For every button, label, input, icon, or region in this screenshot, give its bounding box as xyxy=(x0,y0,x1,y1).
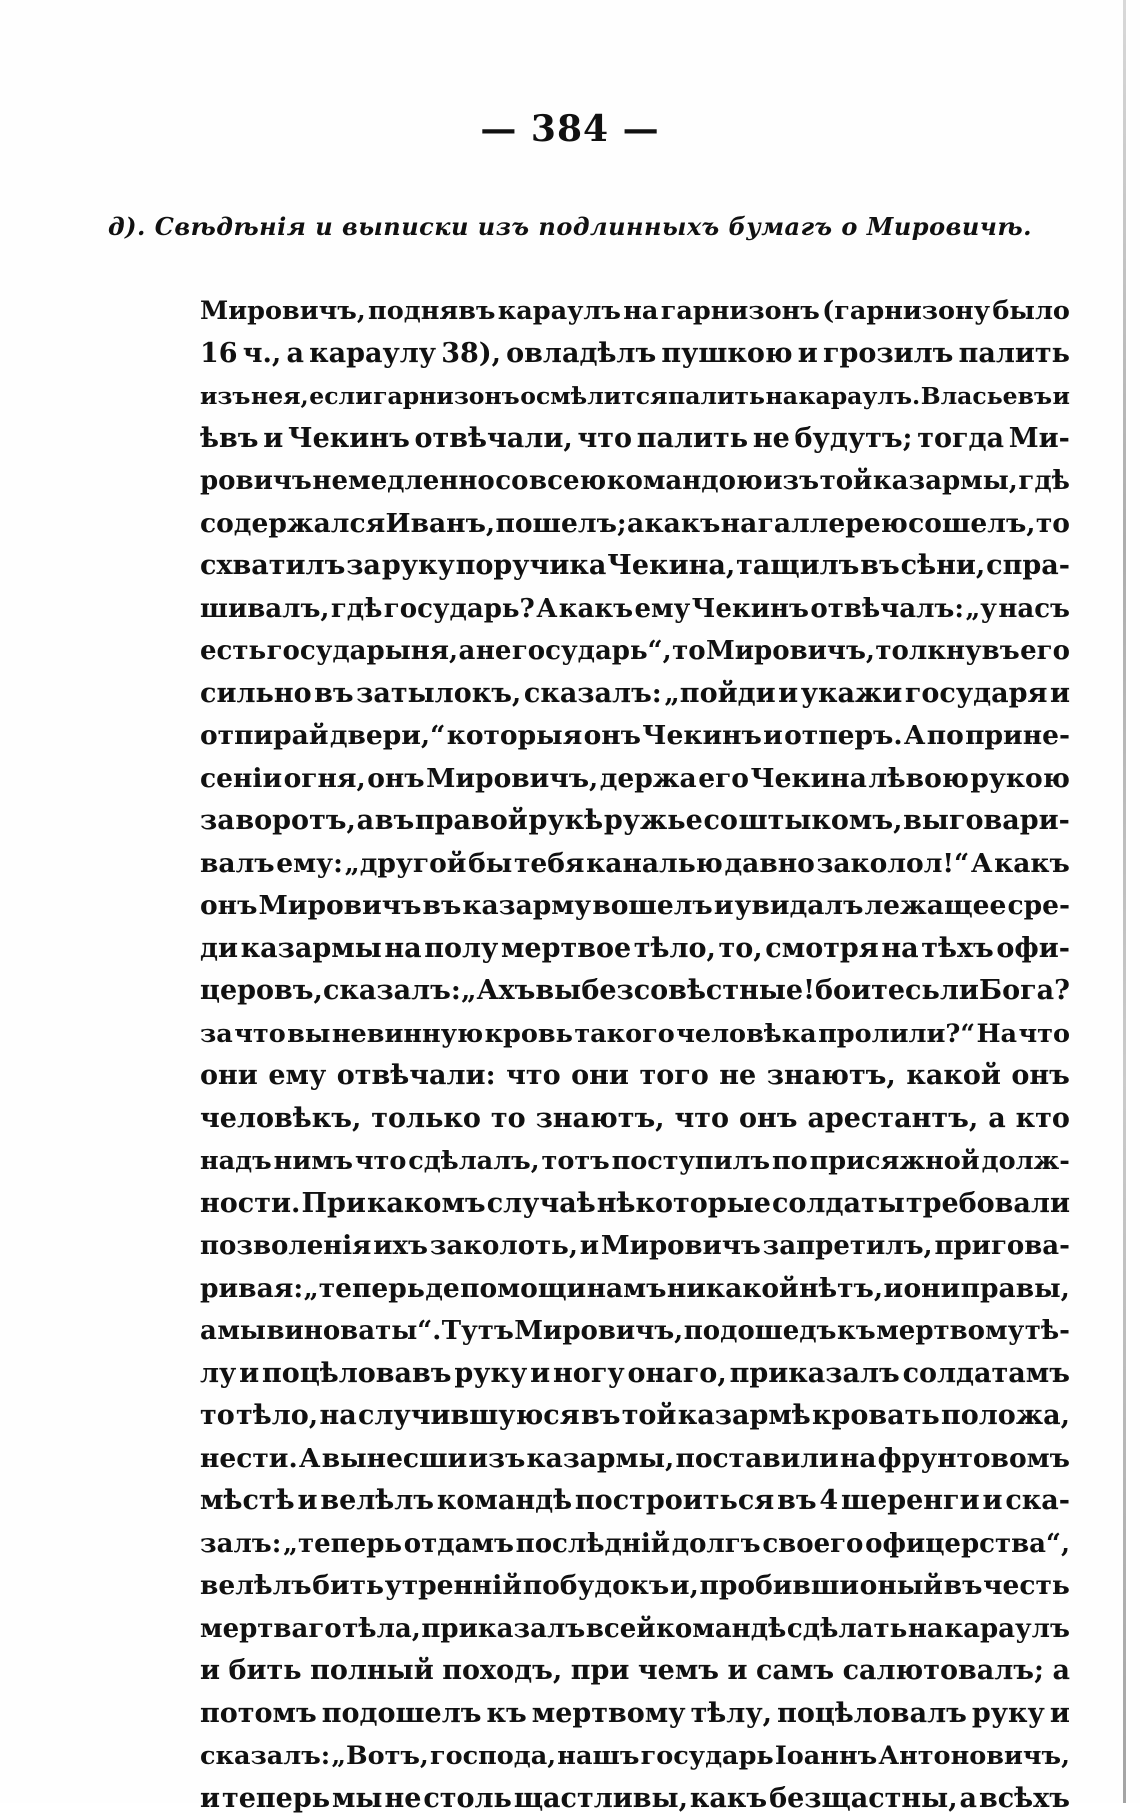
text-line: то тѣло, на случившуюся въ той казармѣ кровать положа, xyxy=(200,1395,1070,1438)
text-line: они ему отвѣчали: что они того не знаютъ, какой онъ xyxy=(200,1055,1070,1098)
text-line: валъ ему: „другой бы тебя каналью давно заколол!“ А какъ xyxy=(200,843,1070,886)
text-line: ди казармы на полу мертвое тѣло, то, смотря на тѣхъ офи- xyxy=(200,928,1070,971)
text-line: изъ нея, если гарнизонъ осмѣлится палить на караулъ. Власьевъ и xyxy=(200,375,1070,418)
text-line: нести. А вынесши изъ казармы, поставили на фрунтовомъ xyxy=(200,1438,1070,1481)
text-line: мертваго тѣла, приказалъ всей командѣ сдѣлать на караулъ xyxy=(200,1608,1070,1651)
text-line: отпирай двери,“ которыя онъ Чекинъ и отперъ. А по прине- xyxy=(200,715,1070,758)
text-line: шивалъ, гдѣ государь? А какъ ему Чекинъ отвѣчалъ: „у насъ xyxy=(200,588,1070,631)
text-line: сеніи огня, онъ Мировичъ, держа его Чекина лѣвою рукою xyxy=(200,758,1070,801)
text-line: залъ: „теперь отдамъ послѣдній долгъ своего офицерства“, xyxy=(200,1523,1070,1566)
text-line: и теперь мы не столь щастливы, какъ безщастны, а всѣхъ xyxy=(200,1778,1070,1820)
text-line: и бить полный походъ, при чемъ и самъ салютовалъ; а xyxy=(200,1650,1070,1693)
text-line: церовъ, сказалъ: „Ахъ вы безсовѣстные! боитесь ли Бога? xyxy=(200,970,1070,1013)
text-line: за воротъ, а въ правой рукѣ ружье со штыкомъ, выговари- xyxy=(200,800,1070,843)
text-line: 16 ч., а караулу 38), овладѣлъ пушкою и грозилъ палить xyxy=(200,333,1070,376)
text-line: велѣлъ бить утренній побудокъ и, пробивши оный въ честь xyxy=(200,1565,1070,1608)
text-line: лу и поцѣловавъ руку и ногу онаго, приказалъ солдатамъ xyxy=(200,1353,1070,1396)
text-line: онъ Мировичъ въ казарму вошелъ и увидалъ лежащее сре- xyxy=(200,885,1070,928)
text-line: сильно въ затылокъ, сказалъ: „пойди и укажи государя и xyxy=(200,673,1070,716)
text-line: потомъ подошелъ къ мертвому тѣлу, поцѣловалъ руку и xyxy=(200,1693,1070,1736)
text-line: мѣстѣ и велѣлъ командѣ построиться въ 4 шеренги и ска- xyxy=(200,1480,1070,1523)
text-line: схватилъ за руку поручика Чекина, тащилъ въ сѣни, спра- xyxy=(200,545,1070,588)
text-line: ровичъ немедленно со всею командою изъ той казармы, гдѣ xyxy=(200,460,1070,503)
text-line: ривая: „теперь де помощи намъ никакой нѣтъ, и они правы, xyxy=(200,1268,1070,1311)
section-title: д). Свѣдѣнія и выписки изъ подлинныхъ бумагъ о Мировичѣ. xyxy=(0,212,1140,241)
text-line: ности. При какомъ случаѣ нѣкоторые солдаты требовали xyxy=(200,1183,1070,1226)
body-text xyxy=(200,290,1070,1820)
text-line: сказалъ: „Вотъ, господа, нашъ государь Іоаннъ Антоновичъ, xyxy=(200,1735,1070,1778)
text-line: а мы виноваты“. Тутъ Мировичъ, подошедъ къ мертвому тѣ- xyxy=(200,1310,1070,1353)
text-line: человѣкъ, только то знаютъ, что онъ арестантъ, а кто xyxy=(200,1098,1070,1141)
page-number: — 384 — xyxy=(0,108,1140,150)
text-line: позволенія ихъ заколоть, и Мировичъ запретилъ, пригова- xyxy=(200,1225,1070,1268)
text-line: ѣвъ и Чекинъ отвѣчали, что палить не будутъ; тогда Ми- xyxy=(200,418,1070,461)
scan-edge-shadow xyxy=(1123,0,1126,1803)
text-line: есть государыня, а не государь“, то Мировичъ, толкнувъ его xyxy=(200,630,1070,673)
text-line: содержался Иванъ, пошелъ; а какъ на галлерею сошелъ, то xyxy=(200,503,1070,546)
text-line: надъ нимъ что сдѣлалъ, тотъ поступилъ по присяжной долж- xyxy=(200,1140,1070,1183)
text-line: за что вы невинную кровь такого человѣка пролили?“ На что xyxy=(200,1013,1070,1056)
text-line: Мировичъ, поднявъ караулъ на гарнизонъ (гарнизону было xyxy=(200,290,1070,333)
